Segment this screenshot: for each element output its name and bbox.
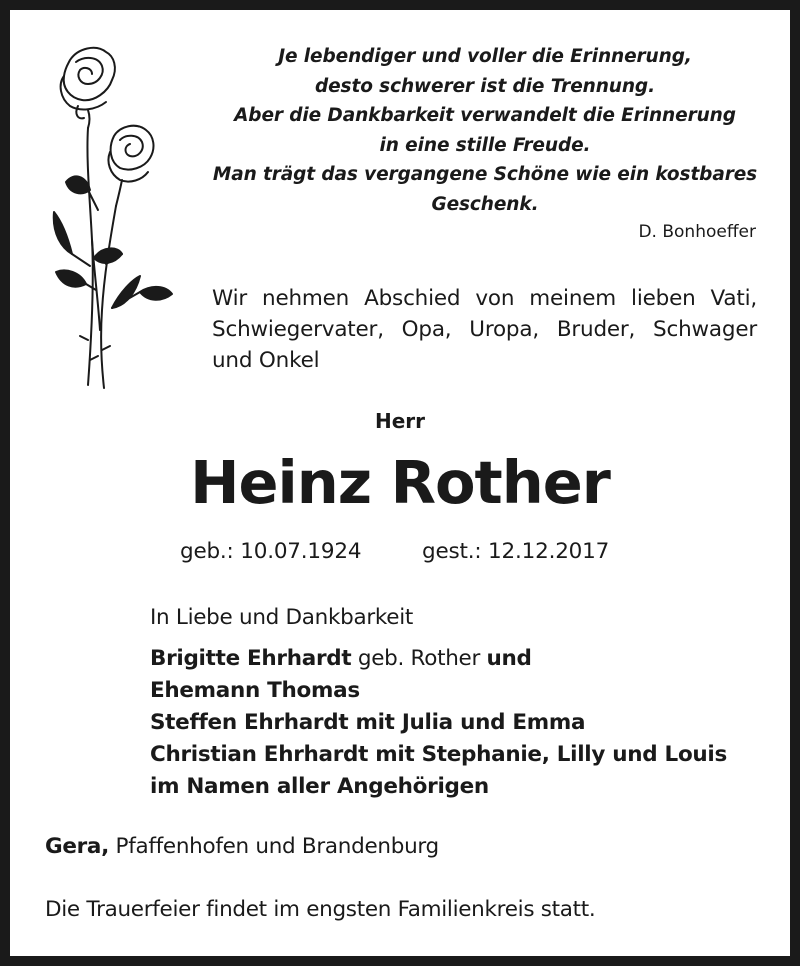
mourner-name: Ehemann Thomas <box>150 678 360 703</box>
death-date: gest.: 12.12.2017 <box>422 539 610 564</box>
place-other: Pfaffenhofen und Brandenburg <box>109 834 439 859</box>
quote-line: in eine stille Freude. <box>379 134 591 156</box>
mourners-block <box>150 602 727 803</box>
farewell-text <box>212 283 757 376</box>
mourner-line <box>150 675 727 707</box>
mourner-name: Brigitte Ehrhardt <box>150 646 352 671</box>
mourner-name: im Namen aller Angehörigen <box>150 774 489 799</box>
quote-line: desto schwerer ist die Trennung. <box>314 75 656 97</box>
farewell-line: und Onkel <box>212 348 320 373</box>
rose-illustration <box>48 40 178 400</box>
mourner-line <box>150 771 727 803</box>
quote-line: Geschenk. <box>431 193 539 215</box>
place-main: Gera, <box>45 834 110 859</box>
salutation: Herr <box>374 409 426 433</box>
place-line <box>45 834 439 859</box>
mourner-name: Christian Ehrhardt mit Stephanie, Lilly und Louis <box>150 742 728 767</box>
quote-author: D. Bonhoeffer <box>638 222 756 242</box>
birth-date: geb.: 10.07.1924 <box>180 539 362 564</box>
mourner-conjunction: und <box>486 646 532 671</box>
funeral-note: Die Trauerfeier findet im engsten Familienkreis statt. <box>45 897 596 922</box>
mourner-line <box>150 643 727 675</box>
deceased-name: Heinz Rother <box>190 448 610 517</box>
mourner-note: geb. Rother <box>351 646 487 671</box>
quote-line: Man trägt das vergangene Schöne wie ein kostbares <box>212 164 758 185</box>
farewell-line: Wir nehmen Abschied von meinem lieben Vati, <box>212 286 757 311</box>
mourner-name: Steffen Ehrhardt mit Julia und Emma <box>150 710 586 735</box>
farewell-line: Schwiegervater, Opa, Uropa, Bruder, Schwager <box>212 317 757 342</box>
quote-line: Aber die Dankbarkeit verwandelt die Erinnerung <box>234 105 736 126</box>
mourner-line <box>150 739 727 771</box>
life-dates <box>180 539 610 564</box>
mourners-intro: In Liebe und Dankbarkeit <box>150 605 414 630</box>
quote-line: Je lebendiger und voller die Erinnerung, <box>278 46 692 67</box>
quote-block <box>205 42 765 219</box>
mourner-line <box>150 707 727 739</box>
